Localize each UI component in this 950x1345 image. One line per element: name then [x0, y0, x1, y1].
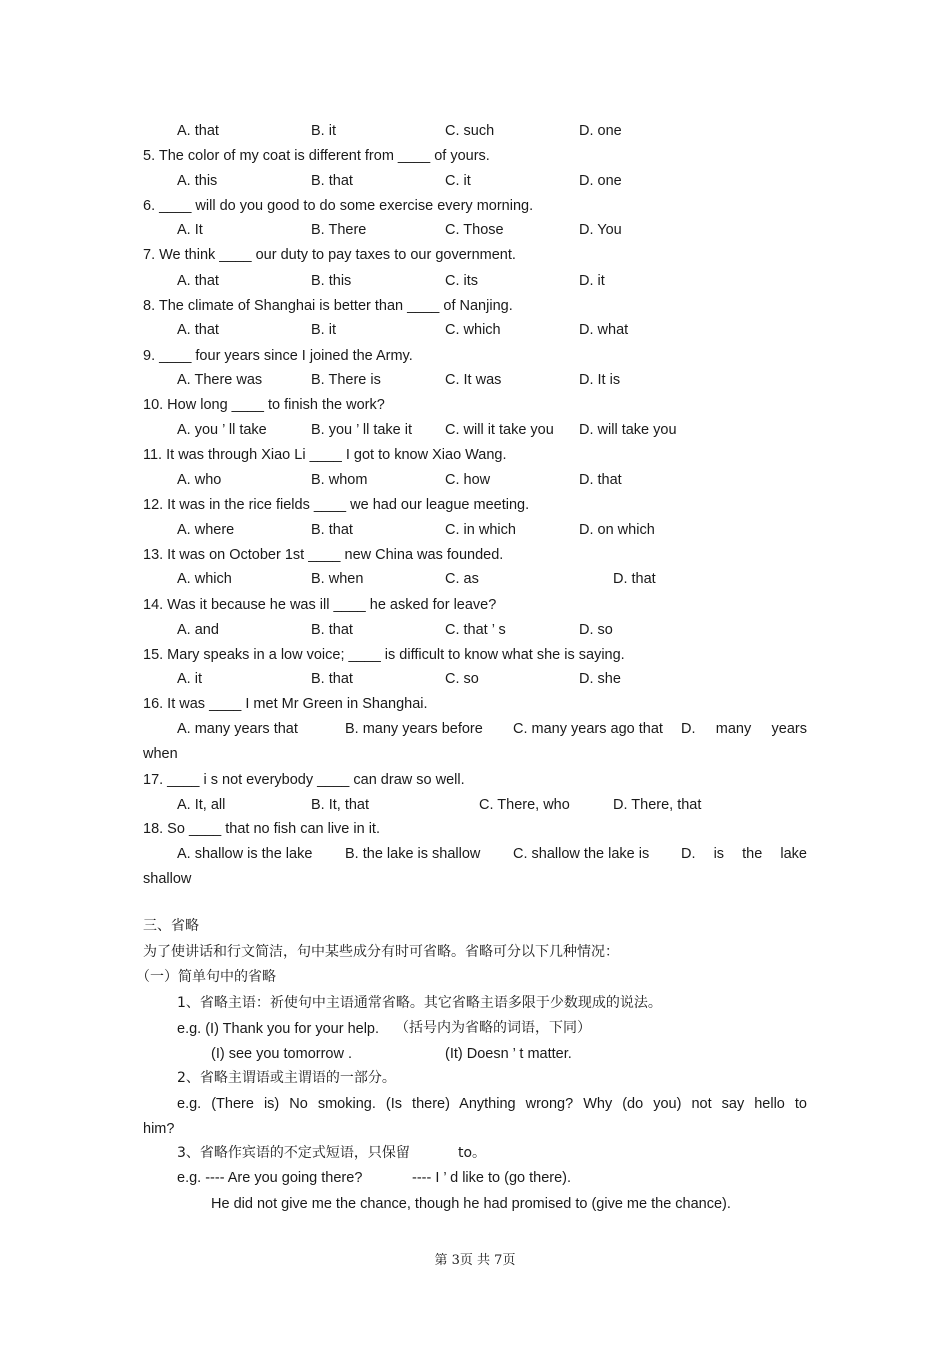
q14-option-d: D. so [579, 622, 613, 638]
q7-option-a: A. that [177, 273, 219, 289]
q14-option-a: A. and [177, 622, 219, 638]
q10-option-c: C. will it take you [445, 422, 554, 438]
q9-option-c: C. It was [445, 372, 502, 388]
q12-option-d: D. on which [579, 522, 655, 538]
q17-option-a: A. It, all [177, 797, 226, 813]
q6-stem: 6. ____ will do you good to do some exercise every morning. [143, 198, 534, 214]
q7-option-d: D. it [579, 273, 605, 289]
q17-option-c: C. There, who [479, 797, 570, 813]
q11-option-b: B. whom [311, 472, 368, 488]
q16-option-a: A. many years that [177, 721, 298, 737]
q15-option-a: A. it [177, 671, 202, 687]
q6-option-c: C. Those [445, 222, 504, 238]
q15-option-c: C. so [445, 671, 479, 687]
q5-stem: 5. The color of my coat is different from ____ of yours. [143, 148, 490, 164]
q11-option-c: C. how [445, 472, 491, 488]
rule-2-example: e.g. (There is) No smoking. (Is there) Anything wrong? Why (do you) not say hello to [177, 1096, 807, 1112]
q10-stem: 10. How long ____ to finish the work? [143, 397, 385, 413]
q9-option-a: A. There was [177, 372, 263, 388]
rule-3: 3、省略作宾语的不定式短语，只保留 [177, 1145, 410, 1161]
q10-option-b: B. you ’ ll take it [311, 422, 413, 438]
q8-option-d: D. what [579, 322, 629, 338]
q13-option-d: D. that [613, 571, 656, 587]
rule-1-example-b1: (I) see you tomorrow . [211, 1046, 353, 1062]
section-intro: 为了使讲话和行文简洁，句中某些成分有时可省略。省略可分以下几种情况： [143, 944, 619, 960]
q8-option-a: A. that [177, 322, 219, 338]
q17-option-b: B. It, that [311, 797, 370, 813]
q18-option-c: C. shallow the lake is [513, 846, 650, 862]
q12-option-c: C. in which [445, 522, 516, 538]
q16-option-c: C. many years ago that [513, 721, 663, 737]
q18-option-d-wrap: shallow [143, 871, 192, 887]
rule-3-example-1a: e.g. ---- Are you going there? [177, 1170, 363, 1186]
page-footer: 第 3页 共 7页 [434, 1253, 516, 1268]
q12-option-a: A. where [177, 522, 235, 538]
q18-option-d: D. is the lake [681, 846, 807, 862]
q8-stem: 8. The climate of Shanghai is better than ____ of Nanjing. [143, 298, 513, 314]
q17-stem: 17. ____ i s not everybody ____ can draw so well. [143, 772, 465, 788]
q9-option-d: D. It is [579, 372, 621, 388]
q14-option-c: C. that ’ s [445, 622, 506, 638]
q4-option-b: B. it [311, 123, 336, 139]
q9-stem: 9. ____ four years since I joined the Army. [143, 348, 413, 364]
q11-stem: 11. It was through Xiao Li ____ I got to know Xiao Wang. [143, 447, 507, 463]
q5-option-a: A. this [177, 173, 218, 189]
q5-option-b: B. that [311, 173, 353, 189]
q16-option-d-wrap: when [143, 746, 178, 762]
q13-option-b: B. when [311, 571, 364, 587]
q13-option-c: C. as [445, 571, 479, 587]
q6-option-b: B. There [311, 222, 367, 238]
q14-stem: 14. Was it because he was ill ____ he asked for leave? [143, 597, 497, 613]
q18-option-b: B. the lake is shallow [345, 846, 481, 862]
q8-option-b: B. it [311, 322, 336, 338]
q11-option-a: A. who [177, 472, 222, 488]
q18-option-a: A. shallow is the lake [177, 846, 313, 862]
q5-option-d: D. one [579, 173, 622, 189]
q7-option-c: C. its [445, 273, 479, 289]
q15-stem: 15. Mary speaks in a low voice; ____ is difficult to know what she is saying. [143, 647, 625, 663]
rule-3-to: to。 [458, 1145, 487, 1161]
rule-3-example-1b: ---- I ’ d like to (go there). [412, 1170, 572, 1186]
rule-1-example-a: e.g. (I) Thank you for your help. [177, 1021, 380, 1037]
rule-1-example-note: （括号内为省略的词语，下同） [395, 1020, 591, 1036]
rule-1: 1、省略主语：祈使句中主语通常省略。其它省略主语多限于少数现成的说法。 [177, 995, 662, 1011]
q11-option-d: D. that [579, 472, 622, 488]
section-heading: 三、省略 [143, 918, 199, 934]
q10-option-d: D. will take you [579, 422, 677, 438]
q10-option-a: A. you ’ ll take [177, 422, 267, 438]
rule-2: 2、省略主谓语或主谓语的一部分。 [177, 1070, 396, 1086]
q15-option-d: D. she [579, 671, 621, 687]
q6-option-a: A. It [177, 222, 203, 238]
q6-option-d: D. You [579, 222, 622, 238]
rule-1-example-b2: (It) Doesn ’ t matter. [445, 1046, 572, 1062]
q12-stem: 12. It was in the rice fields ____ we had our league meeting. [143, 497, 530, 513]
q17-option-d: D. There, that [613, 797, 702, 813]
q12-option-b: B. that [311, 522, 353, 538]
q7-stem: 7. We think ____ our duty to pay taxes to our government. [143, 247, 516, 263]
q7-option-b: B. this [311, 273, 352, 289]
q13-stem: 13. It was on October 1st ____ new China was founded. [143, 547, 504, 563]
rule-3-example-2: He did not give me the chance, though he had promised to (give me the chance). [211, 1196, 731, 1212]
subsection-heading: （一）简单句中的省略 [136, 969, 276, 985]
q4-option-c: C. such [445, 123, 495, 139]
q16-option-b: B. many years before [345, 721, 483, 737]
rule-2-example-wrap: him? [143, 1121, 175, 1137]
q18-stem: 18. So ____ that no fish can live in it. [143, 821, 380, 837]
q4-option-a: A. that [177, 123, 219, 139]
q14-option-b: B. that [311, 622, 353, 638]
q15-option-b: B. that [311, 671, 353, 687]
q5-option-c: C. it [445, 173, 471, 189]
q13-option-a: A. which [177, 571, 232, 587]
q16-stem: 16. It was ____ I met Mr Green in Shanghai. [143, 696, 428, 712]
q16-option-d: D. many years [681, 721, 807, 737]
q4-option-d: D. one [579, 123, 622, 139]
q9-option-b: B. There is [311, 372, 381, 388]
q8-option-c: C. which [445, 322, 501, 338]
